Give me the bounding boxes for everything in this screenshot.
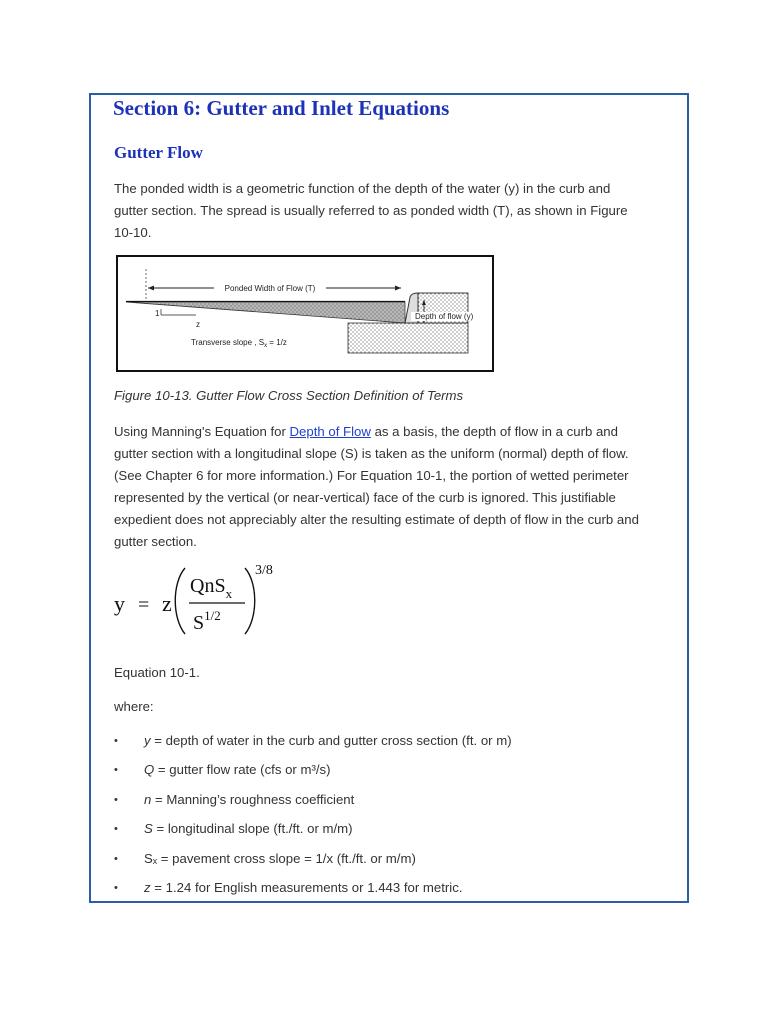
body-paragraph xyxy=(114,421,644,553)
eq-coef: z xyxy=(162,591,172,616)
body-text-start: Using Manning's Equation for xyxy=(114,424,290,439)
subsection-title: Gutter Flow xyxy=(114,143,203,162)
equation-10-1 xyxy=(112,558,302,638)
eq-numerator: QnS$_x$ xyxy=(190,575,233,601)
eq-outer-exponent: 3/8 xyxy=(255,563,273,578)
transverse-slope-label: Transverse slope , $S_x = 1/z$ xyxy=(191,338,287,349)
bullet-icon: • xyxy=(114,852,118,865)
where-label: where: xyxy=(114,699,154,714)
eq-denominator: $S^{1/2}$ xyxy=(193,608,221,634)
figure-caption: Figure 10-13. Gutter Flow Cross Section Definition of Terms xyxy=(114,388,464,403)
bullet-icon: • xyxy=(114,735,118,747)
bullet-icon: • xyxy=(114,881,118,894)
gutter-cross-section-figure xyxy=(116,255,494,372)
eq-lhs: y xyxy=(114,591,125,616)
depth-of-flow-link[interactable]: Depth of Flow xyxy=(289,424,371,439)
bullet-icon: • xyxy=(114,793,118,806)
right-paren xyxy=(245,568,255,634)
depth-of-flow-label: Depth of flow (y) xyxy=(415,312,474,321)
intro-paragraph: The ponded width is a geometric function of the depth of the water (y) in the curb and gutter section. The spread is usually referred to as ponded width (T), as shown in Figure 10-10. xyxy=(114,181,628,240)
bullet-icon: • xyxy=(114,823,118,836)
eq-equals: = xyxy=(138,594,150,616)
slope-rise-label: 1 xyxy=(155,309,160,318)
left-paren xyxy=(175,568,185,634)
bullet-icon: • xyxy=(114,764,118,777)
equation-label: Equation 10-1. xyxy=(114,665,200,680)
slope-run-label: z xyxy=(196,320,200,329)
section-title: Section 6: Gutter and Inlet Equations xyxy=(113,96,450,120)
ponded-width-label: Ponded Width of Flow (T) xyxy=(224,284,316,293)
body-text-end: as a basis, the depth of flow in a curb and gutter section with a longitudinal slope (S) is taken as the uniform (normal) depth of flow. (See Chapter 6 for more information.) For Equation 10-1, the portion of wetted perimeter represented by the vertical (or near-vertical) face of the curb is ignored. This justifiable expedient does not appreciably alter the resulting estimate of depth of flow in the curb and gutter section. xyxy=(114,424,639,549)
